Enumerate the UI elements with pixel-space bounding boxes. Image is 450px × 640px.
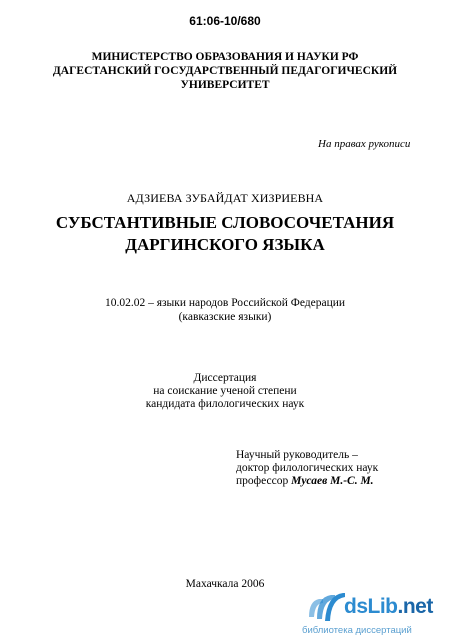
city-year: Махачкала 2006 [185, 578, 265, 590]
advisor-line-2: доктор филологических наук [236, 462, 379, 474]
specialty-line-2: (кавказские языки) [178, 311, 272, 323]
dissertation-degree [0, 372, 450, 411]
title-line-2: ДАРГИНСКОГО ЯЗЫКА [125, 235, 325, 254]
degree-line-3: кандидата филологических наук [145, 398, 305, 410]
degree-line-2: на соискание ученой степени [153, 385, 297, 397]
specialty-line-1: 10.02.02 – языки народов Российской Федерации [104, 297, 346, 309]
dslib-brand-tld: .net [397, 595, 433, 618]
rights-note: На правах рукописи [318, 138, 411, 150]
dslib-tagline: библиотека диссертаций [302, 625, 412, 636]
ministry-line-3: УНИВЕРСИТЕТ [180, 79, 270, 91]
author-name: АДЗИЕВА ЗУБАЙДАТ ХИЗРИЕВНА [126, 191, 324, 205]
title-line-1: СУБСТАНТИВНЫЕ СЛОВОСОЧЕТАНИЯ [55, 213, 395, 232]
ministry-header [0, 50, 450, 92]
ministry-line-1: МИНИСТЕРСТВО ОБРАЗОВАНИЯ И НАУКИ РФ [91, 51, 359, 63]
advisor-name: Мусаев М.-С. М. [291, 475, 374, 487]
dslib-logo-icon [305, 591, 347, 625]
degree-line-1: Диссертация [193, 372, 257, 384]
advisor-line-3 [236, 475, 378, 488]
ministry-line-2: ДАГЕСТАНСКИЙ ГОСУДАРСТВЕННЫЙ ПЕДАГОГИЧЕСКИЙ [52, 65, 398, 77]
dissertation-title [0, 212, 450, 256]
advisor-title: профессор [236, 475, 292, 487]
scientific-advisor [236, 449, 378, 488]
dslib-brand-main: dsLib [344, 595, 398, 618]
advisor-line-1: Научный руководитель – [236, 449, 358, 461]
specialty [0, 296, 450, 324]
document-code: 61:06-10/680 [189, 14, 261, 28]
dslib-watermark[interactable] [300, 591, 450, 640]
dslib-brand [344, 595, 433, 619]
